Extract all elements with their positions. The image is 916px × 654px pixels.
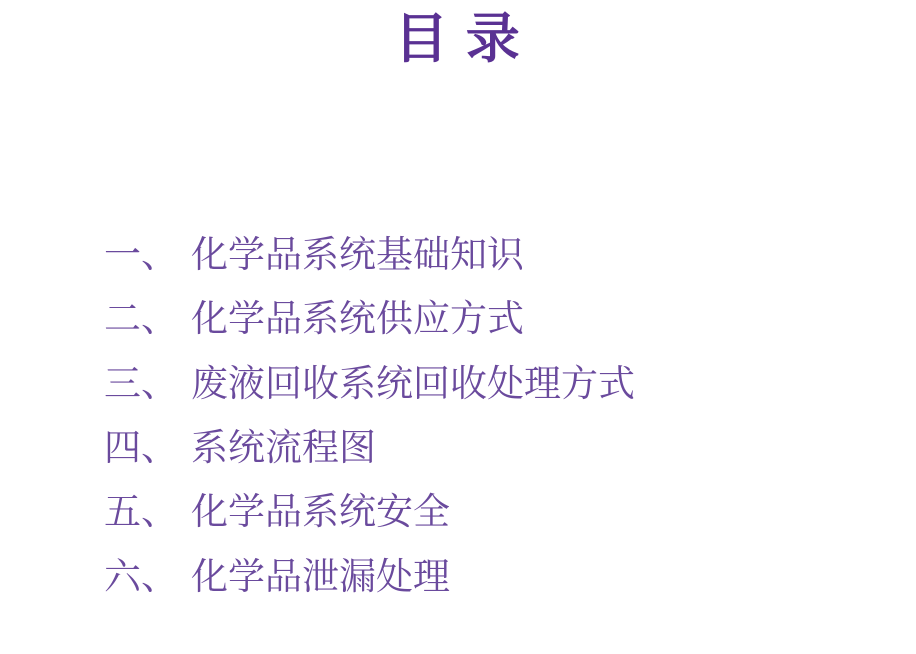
toc-list xyxy=(104,219,635,605)
toc-item-number: 六、 xyxy=(104,556,178,598)
toc-item-label: 化学品系统基础知识 xyxy=(191,235,524,277)
toc-item xyxy=(104,412,635,476)
toc-item xyxy=(104,540,635,604)
page-title: 目 录 xyxy=(394,9,522,69)
toc-item-label: 化学品系统安全 xyxy=(191,492,450,534)
toc-item-number: 二、 xyxy=(104,299,178,341)
toc-item-number: 三、 xyxy=(104,363,178,405)
toc-item-label: 化学品系统供应方式 xyxy=(191,299,524,341)
toc-item xyxy=(104,219,635,283)
toc-item-label: 系统流程图 xyxy=(191,428,376,470)
toc-item-number: 五、 xyxy=(104,492,178,534)
toc-item-label: 化学品泄漏处理 xyxy=(191,556,450,598)
toc-item-number: 四、 xyxy=(104,428,178,470)
toc-item xyxy=(104,283,635,347)
toc-item-label: 废液回收系统回收处理方式 xyxy=(191,363,635,405)
toc-item xyxy=(104,476,635,540)
toc-item xyxy=(104,348,635,412)
toc-item-number: 一、 xyxy=(104,235,178,277)
